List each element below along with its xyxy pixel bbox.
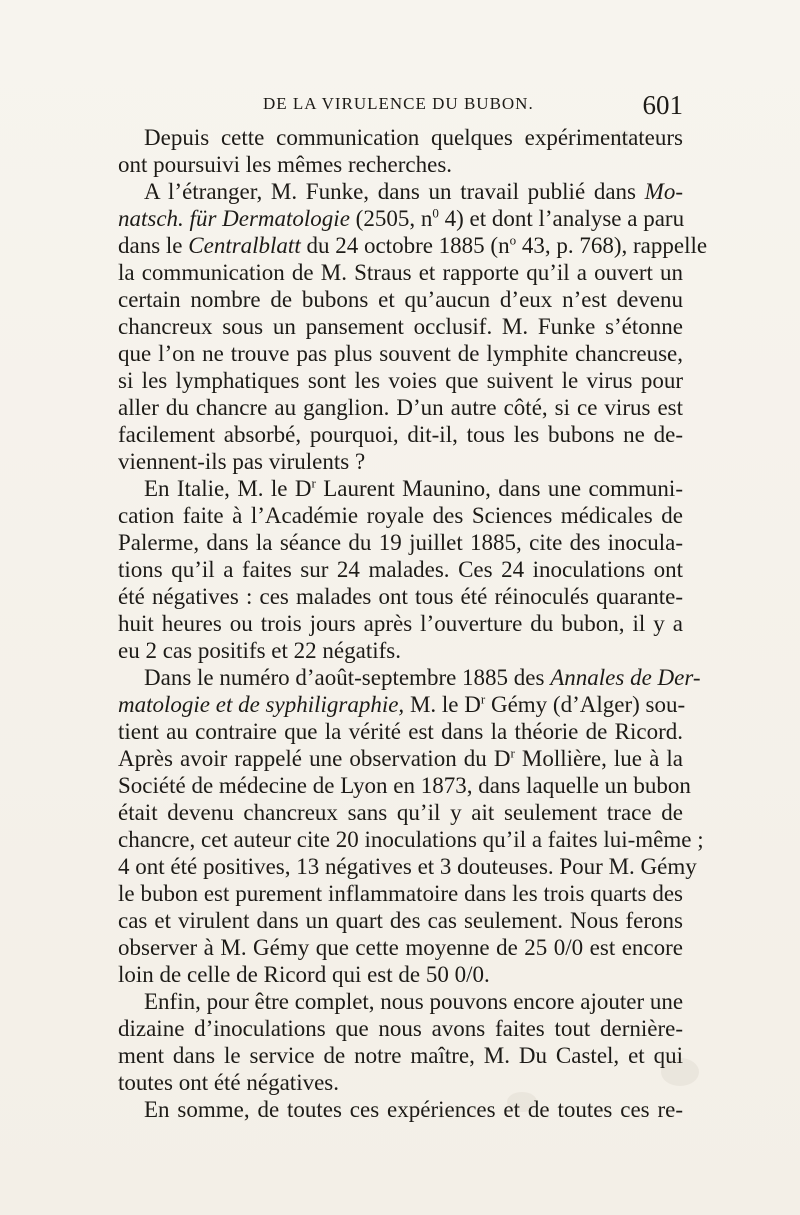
text-line: eu 2 cas positifs et 22 négatifs. xyxy=(118,638,401,663)
text-line: Enfin, pour être complet, nous pouvons encore ajouter une xyxy=(144,989,684,1014)
text-line: Après avoir rappelé une observation du $D^r$ Mollière, lue à la xyxy=(118,745,683,771)
text-line: Société de médecine de Lyon en 1873, dans laquelle un bubon xyxy=(118,773,691,798)
text-line: facilement absorbé, pourquoi, dit-il, tous les bubons ne de- xyxy=(118,422,683,447)
text-line: Dans le numéro d’août-septembre 1885 des Annales de Der- xyxy=(144,665,701,690)
text-line: chancreux sous un pansement occlusif. M. Funke s’étonne xyxy=(118,314,683,339)
text-line: le bubon est purement inflammatoire dans les trois quarts des xyxy=(118,881,683,906)
text-line: En somme, de toutes ces expériences et de toutes ces re- xyxy=(144,1097,683,1122)
body-text xyxy=(118,124,708,1123)
text-line: loin de celle de Ricord qui est de 50 0/0. xyxy=(118,962,490,987)
text-line: si les lymphatiques sont les voies que suivent le virus pour xyxy=(118,368,683,393)
text-line: aller du chancre au ganglion. D’un autre côté, si ce virus est xyxy=(118,395,683,420)
text-line: observer à M. Gémy que cette moyenne de 25 0/0 est encore xyxy=(118,935,683,960)
text-line: chancre, cet auteur cite 20 inoculations qu’il a faites lui-même ; xyxy=(118,827,704,852)
text-line: dans le Centralblatt du 24 octobre 1885 ($n^o$ 43, p. 768), rappelle xyxy=(118,232,708,258)
text-line: était devenu chancreux sans qu’il y ait seulement trace de xyxy=(118,800,683,825)
text-line: viennent-ils pas virulents ? xyxy=(118,449,366,474)
text-line: A l’étranger, M. Funke, dans un travail publié dans Mo- xyxy=(144,179,683,204)
running-title: DE LA VIRULENCE DU BUBON. xyxy=(263,94,534,113)
text-line: ont poursuivi les mêmes recherches. xyxy=(118,152,453,177)
text-line: été négatives : ces malades ont tous été réinoculés quarante- xyxy=(118,584,683,609)
text-line: cation faite à l’Académie royale des Sciences médicales de xyxy=(118,503,683,528)
text-line: cas et virulent dans un quart des cas seulement. Nous ferons xyxy=(118,908,683,933)
text-line: tions qu’il a faites sur 24 malades. Ces 24 inoculations ont xyxy=(118,557,683,582)
text-line: Depuis cette communication quelques expérimentateurs xyxy=(144,125,683,150)
text-line: matologie et de syphiligraphie, M. le $D^r$ Gémy (d’Alger) sou- xyxy=(118,691,686,717)
text-line: que l’on ne trouve pas plus souvent de lymphite chancreuse, xyxy=(118,341,683,366)
page-number: 601 xyxy=(642,90,683,120)
text-line: ment dans le service de notre maître, M. Du Castel, et qui xyxy=(118,1043,683,1068)
text-line: 4 ont été positives, 13 négatives et 3 douteuses. Pour M. Gémy xyxy=(118,854,697,879)
text-line: En Italie, M. le $D^r$ Laurent Maunino, dans une communi- xyxy=(144,475,683,501)
text-line: toutes ont été négatives. xyxy=(118,1070,339,1095)
text-line: natsch. für Dermatologie (2505, $n^0$ 4) et dont l’analyse a paru xyxy=(118,205,685,231)
text-line: tient au contraire que la vérité est dans la théorie de Ricord. xyxy=(118,719,683,744)
text-line: dizaine d’inoculations que nous avons faites tout dernière- xyxy=(118,1016,683,1041)
text-line: certain nombre de bubons et qu’aucun d’eux n’est devenu xyxy=(118,287,683,312)
text-line: la communication de M. Straus et rapporte qu’il a ouvert un xyxy=(118,260,683,285)
text-line: Palerme, dans la séance du 19 juillet 1885, cite des inocula- xyxy=(118,530,683,555)
page-header xyxy=(118,90,683,120)
text-line: huit heures ou trois jours après l’ouverture du bubon, il y a xyxy=(118,611,683,636)
